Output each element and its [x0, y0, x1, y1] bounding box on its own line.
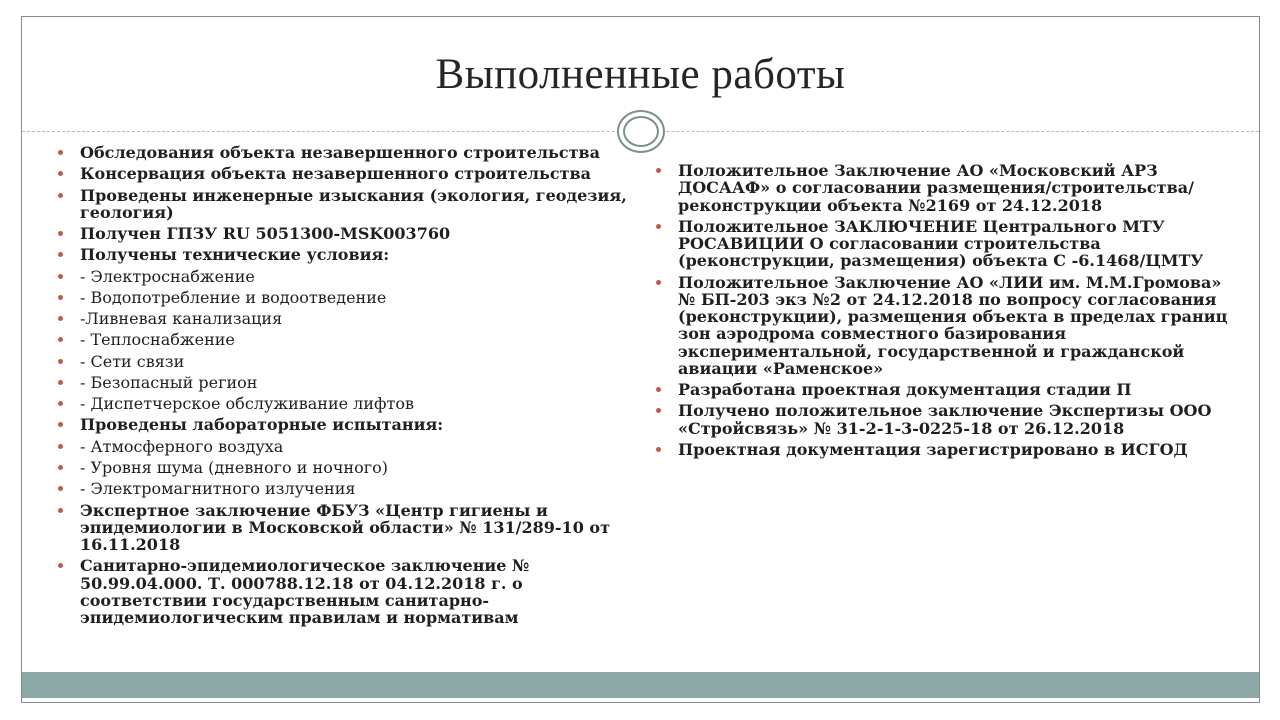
list-item [58, 502, 654, 554]
bullet-icon [58, 444, 63, 449]
list-item [58, 225, 654, 242]
list-item-text: Разработана проектная документация стадии П [678, 380, 1132, 400]
left-column-list [58, 144, 654, 630]
list-item [656, 381, 1242, 398]
list-item [656, 218, 1242, 270]
list-item-text: Положительное Заключение АО «ЛИИ им. М.М.Громова» № БП-203 экз №2 от 24.12.2018 по вопросу согласования (реконструкции), размещения объекта в пределах границ зон аэродрома совместного базирования экспериментальной, государственной и гражданской авиации «Раменское» [678, 272, 1228, 378]
bullet-icon [58, 231, 63, 236]
list-item-text: Положительное ЗАКЛЮЧЕНИЕ Центрального МТУ РОСАВИЦИИ О согласовании строительства (реконструкции, размещения) объекта С -6.1468/ЦМТУ [678, 216, 1204, 271]
bullet-icon [58, 359, 63, 364]
list-item-text: Проектная документация зарегистрировано в ИСГОД [678, 439, 1188, 459]
list-item-text: Положительное Заключение АО «Московский АРЗ ДОСААФ» о согласовании размещения/строительства/реконструкции объекта №2169 от 24.12.2018 [678, 161, 1194, 215]
list-item-text: - Водопотребление и водоотведение [80, 287, 387, 307]
right-column-list [656, 162, 1242, 462]
list-item [58, 557, 654, 626]
list-item [58, 268, 654, 285]
bullet-icon [58, 274, 63, 279]
list-item [58, 480, 654, 497]
list-item-text: Получен ГПЗУ RU 5051300-MSK003760 [80, 224, 451, 244]
list-item [656, 402, 1242, 437]
list-item-text: - Электромагнитного излучения [80, 479, 356, 499]
list-item [656, 162, 1242, 214]
bullet-icon [58, 508, 63, 513]
bullet-icon [58, 486, 63, 491]
list-item-text: Получено положительное заключение Экспертизы ООО «Стройсвязь» № 31-2-1-3-0225-18 от 26.12.2018 [678, 401, 1212, 438]
bullet-icon [58, 465, 63, 470]
list-item-text: Экспертное заключение ФБУЗ «Центр гигиены и эпидемиологии в Московской области» № 131/289-10 от 16.11.2018 [80, 500, 610, 555]
list-item-text: Консервация объекта незавершенного строительства [80, 164, 592, 184]
list-item [656, 441, 1242, 458]
list-item-text: - Безопасный регион [80, 372, 258, 392]
bullet-icon [656, 168, 661, 173]
list-item-text: - Теплоснабжение [80, 330, 235, 350]
bullet-icon [58, 337, 63, 342]
list-item-text: - Атмосферного воздуха [80, 436, 284, 456]
list-item-text: Проведены лабораторные испытания: [80, 415, 444, 435]
bullet-icon [58, 193, 63, 198]
list-item [58, 374, 654, 391]
bullet-icon [656, 408, 661, 413]
list-item [58, 187, 654, 222]
list-item [58, 165, 654, 182]
bullet-icon [58, 401, 63, 406]
slide-frame [21, 16, 1260, 703]
bullet-icon [656, 280, 661, 285]
list-item [58, 331, 654, 348]
list-item-text: -Ливневая канализация [80, 309, 283, 329]
list-item [58, 246, 654, 263]
list-item-text: - Электроснабжение [80, 266, 255, 286]
bullet-icon [58, 171, 63, 176]
bullet-icon [58, 150, 63, 155]
list-item [58, 310, 654, 327]
divider-line [22, 131, 1259, 132]
list-item-text: Получены технические условия: [80, 245, 390, 265]
list-item-text: Обследования объекта незавершенного строительства [80, 143, 601, 162]
list-item-text: Санитарно-эпидемиологическое заключение № 50.99.04.000. Т. 000788.12.18 от 04.12.2018 г. о соответствии государственным санитарно-эпидемиологическим правилам и нормативам [80, 556, 530, 628]
list-item-text: Проведены инженерные изыскания (экология, геодезия, геология) [80, 185, 627, 222]
list-item [58, 438, 654, 455]
list-item-text: - Сети связи [80, 351, 185, 371]
bottom-accent-band [22, 672, 1259, 698]
bullet-icon [58, 316, 63, 321]
bullet-icon [58, 380, 63, 385]
bullet-icon [656, 447, 661, 452]
list-item [58, 144, 654, 161]
list-item [58, 459, 654, 476]
bullet-icon [58, 295, 63, 300]
list-item-text: - Уровня шума (дневного и ночного) [80, 457, 388, 477]
list-item [58, 289, 654, 306]
list-item [58, 353, 654, 370]
bullet-icon [656, 224, 661, 229]
bullet-icon [656, 387, 661, 392]
slide-title: Выполненные работы [435, 51, 846, 98]
list-item [656, 274, 1242, 378]
ellipse-ornament-inner-ring [623, 116, 659, 147]
list-item [58, 416, 654, 433]
list-item [58, 395, 654, 412]
bullet-icon [58, 422, 63, 427]
list-item-text: - Диспетчерское обслуживание лифтов [80, 394, 415, 414]
bullet-icon [58, 563, 63, 568]
bullet-icon [58, 252, 63, 257]
